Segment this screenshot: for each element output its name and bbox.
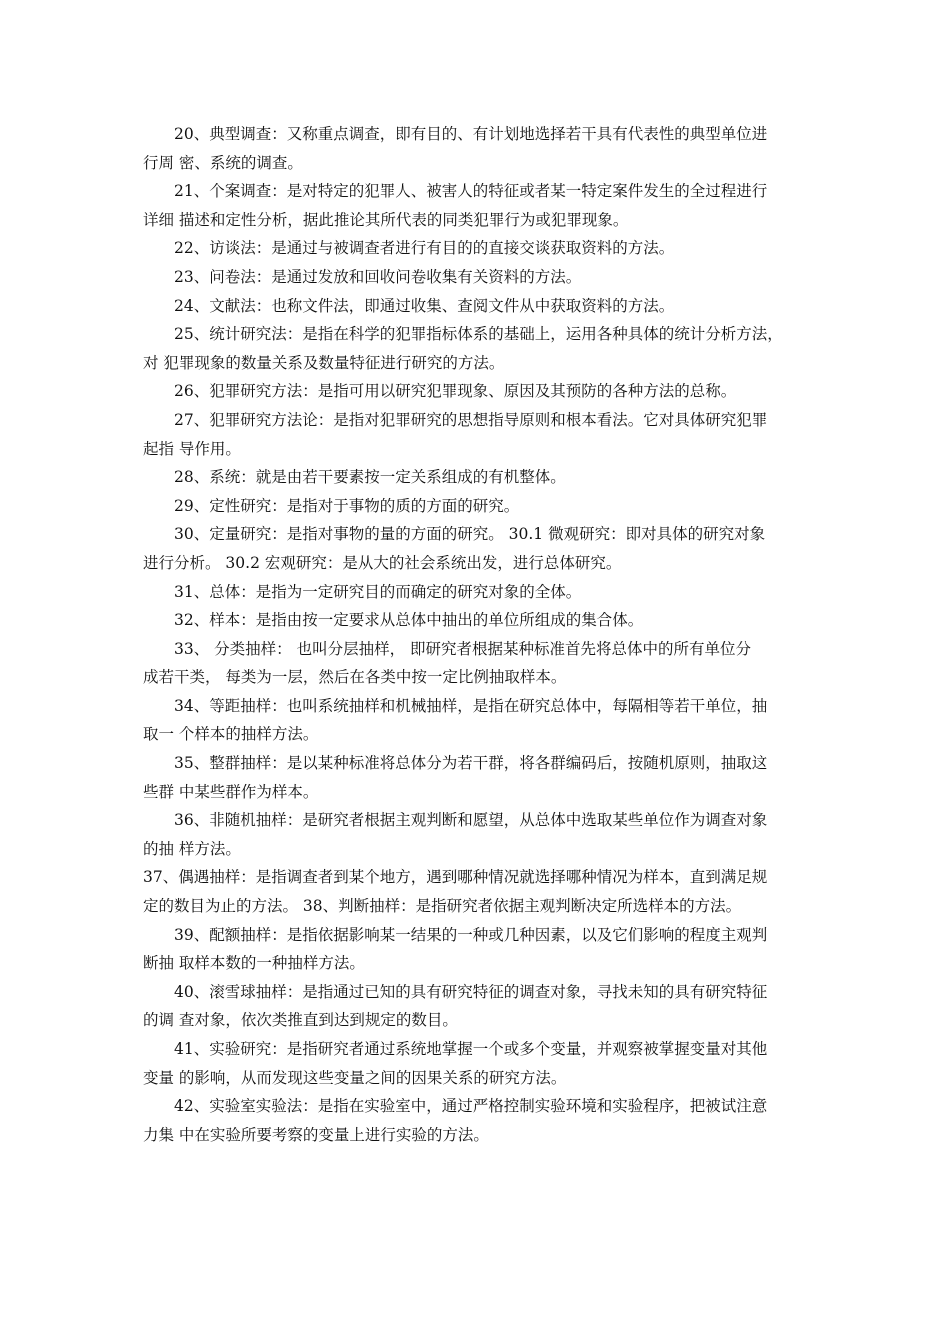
definition-paragraph xyxy=(143,749,809,806)
paragraph-line: 39、配额抽样：是指依据影响某一结果的一种或几种因素，以及它们影响的程度主观判 xyxy=(174,925,768,944)
paragraph-line: 力集 中在实验所要考察的变量上进行实验的方法。 xyxy=(143,1125,489,1144)
paragraph-line: 33、 分类抽样： 也叫分层抽样， 即研究者根据某种标准首先将总体中的所有单位分 xyxy=(174,639,752,658)
paragraph-line: 断抽 取样本数的一种抽样方法。 xyxy=(143,954,365,973)
definition-paragraph xyxy=(143,520,809,577)
definition-paragraph xyxy=(143,1035,809,1092)
paragraph-line: 31、总体：是指为一定研究目的而确定的研究对象的全体。 xyxy=(174,582,582,601)
paragraph-line: 25、统计研究法：是指在科学的犯罪指标体系的基础上，运用各种具体的统计分析方法， xyxy=(174,325,783,344)
paragraph-line: 取一 个样本的抽样方法。 xyxy=(143,725,319,744)
paragraph-line: 36、非随机抽样：是研究者根据主观判断和愿望，从总体中选取某些单位作为调查对象 xyxy=(174,811,768,830)
paragraph-line: 40、滚雪球抽样：是指通过已知的具有研究特征的调查对象，寻找未知的具有研究特征 xyxy=(174,982,768,1001)
definition-paragraph xyxy=(143,292,809,321)
paragraph-line: 28、系统：就是由若干要素按一定关系组成的有机整体。 xyxy=(174,468,566,487)
definition-paragraph xyxy=(143,863,809,920)
paragraph-line: 23、问卷法：是通过发放和回收问卷收集有关资料的方法。 xyxy=(174,267,582,286)
paragraph-line: 进行分析。 30.2 宏观研究：是从大的社会系统出发，进行总体研究。 xyxy=(143,553,622,572)
paragraph-line: 35、整群抽样：是以某种标准将总体分为若干群，将各群编码后，按随机原则，抽取这 xyxy=(174,754,768,773)
paragraph-line: 变量 的影响，从而发现这些变量之间的因果关系的研究方法。 xyxy=(143,1068,567,1087)
definition-paragraph xyxy=(143,806,809,863)
paragraph-line: 37、偶遇抽样：是指调查者到某个地方，遇到哪种情况就选择哪种情况为样本，直到满足规 xyxy=(143,868,768,887)
paragraph-line: 29、定性研究：是指对于事物的质的方面的研究。 xyxy=(174,496,520,515)
definition-paragraph xyxy=(143,578,809,607)
definition-paragraph xyxy=(143,234,809,263)
paragraph-line: 成若干类， 每类为一层，然后在各类中按一定比例抽取样本。 xyxy=(143,668,567,687)
paragraph-line: 27、犯罪研究方法论：是指对犯罪研究的思想指导原则和根本看法。它对具体研究犯罪 xyxy=(174,410,768,429)
paragraph-line: 42、实验室实验法：是指在实验室中，通过严格控制实验环境和实验程序，把被试注意 xyxy=(174,1097,768,1116)
definition-paragraph xyxy=(143,492,809,521)
document-body xyxy=(143,120,809,1149)
paragraph-line: 行周 密、系统的调查。 xyxy=(143,153,303,172)
paragraph-line: 30、定量研究：是指对事物的量的方面的研究。 30.1 微观研究：即对具体的研究对象 xyxy=(174,525,766,544)
paragraph-line: 详细 描述和定性分析，据此推论其所代表的同类犯罪行为或犯罪现象。 xyxy=(143,210,629,229)
definition-paragraph xyxy=(143,1092,809,1149)
definition-paragraph xyxy=(143,606,809,635)
definition-paragraph xyxy=(143,692,809,749)
definition-paragraph xyxy=(143,635,809,692)
definition-paragraph xyxy=(143,921,809,978)
paragraph-line: 34、等距抽样：也叫系统抽样和机械抽样，是指在研究总体中，每隔相等若干单位，抽 xyxy=(174,696,768,715)
definition-paragraph xyxy=(143,320,809,377)
definition-paragraph xyxy=(143,120,809,177)
paragraph-line: 起指 导作用。 xyxy=(143,439,241,458)
paragraph-line: 26、犯罪研究方法：是指可用以研究犯罪现象、原因及其预防的各种方法的总称。 xyxy=(174,382,737,401)
paragraph-line: 22、访谈法：是通过与被调查者进行有目的的直接交谈获取资料的方法。 xyxy=(174,239,675,258)
paragraph-line: 21、个案调查：是对特定的犯罪人、被害人的特征或者某一特定案件发生的全过程进行 xyxy=(174,182,768,201)
paragraph-line: 的抽 样方法。 xyxy=(143,839,241,858)
definition-paragraph xyxy=(143,377,809,406)
paragraph-line: 20、典型调查：又称重点调查，即有目的、有计划地选择若干具有代表性的典型单位进 xyxy=(174,125,768,143)
paragraph-line: 对 犯罪现象的数量关系及数量特征进行研究的方法。 xyxy=(143,353,505,372)
paragraph-line: 32、样本：是指由按一定要求从总体中抽出的单位所组成的集合体。 xyxy=(174,611,644,630)
definition-paragraph xyxy=(143,978,809,1035)
definition-paragraph xyxy=(143,463,809,492)
paragraph-line: 41、实验研究：是指研究者通过系统地掌握一个或多个变量，并观察被掌握变量对其他 xyxy=(174,1040,768,1058)
paragraph-line: 些群 中某些群作为样本。 xyxy=(143,782,319,801)
definition-paragraph xyxy=(143,177,809,234)
definition-paragraph xyxy=(143,263,809,292)
paragraph-line: 24、文献法：也称文件法，即通过收集、查阅文件从中获取资料的方法。 xyxy=(174,296,675,315)
paragraph-line: 定的数目为止的方法。 38、判断抽样：是指研究者依据主观判断决定所选样本的方法。 xyxy=(143,897,742,916)
definition-paragraph xyxy=(143,406,809,463)
paragraph-line: 的调 查对象，依次类推直到达到规定的数目。 xyxy=(143,1011,458,1030)
